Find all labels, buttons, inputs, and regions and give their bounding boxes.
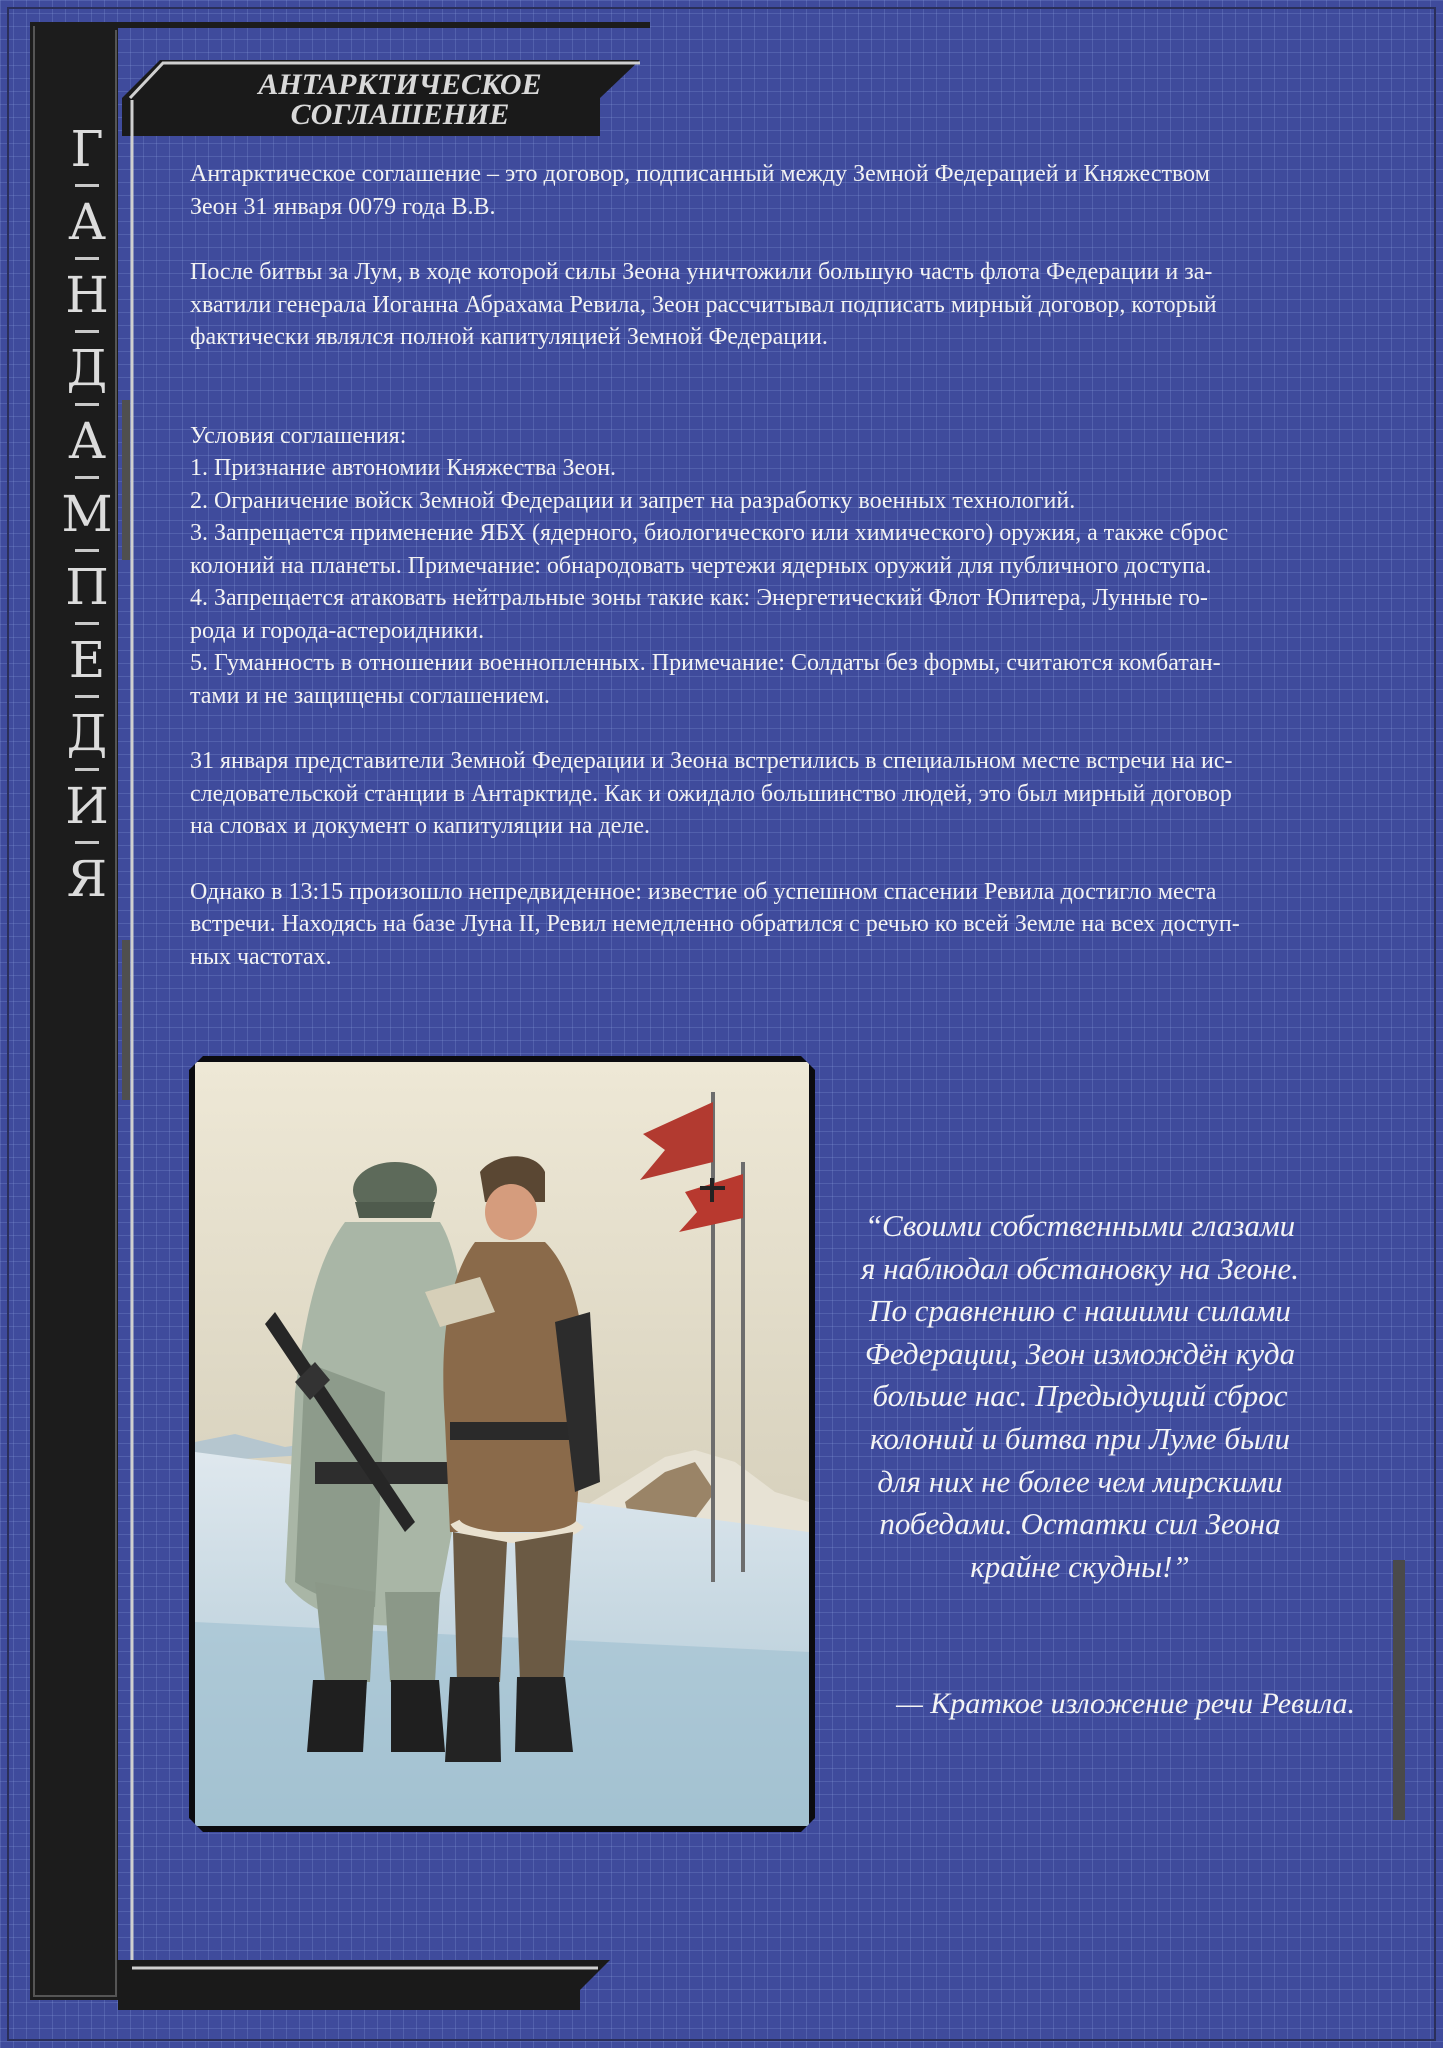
battle-paragraph — [190, 256, 1370, 354]
revil-paragraph — [190, 876, 1370, 974]
accent-bar — [122, 940, 130, 1100]
condition-item: 5. Гуманность в отношении военнопленных. Примечание: Солдаты без формы, считаются комбатан- — [190, 650, 1221, 676]
letter-divider — [75, 184, 99, 187]
letter-divider — [75, 549, 99, 552]
text-line: После битвы за Лум, в ходе которой силы Зеона уничтожили большую часть флота Федерации и за- — [190, 259, 1213, 285]
spacer — [190, 712, 1370, 745]
revil-quote — [830, 1205, 1330, 1588]
condition-item: 1. Признание автономии Княжества Зеон. — [190, 455, 617, 481]
text-line: Однако в 13:15 произошло непредвиденное: известие об успешном спасении Ревила достигло места — [190, 878, 1217, 905]
title-line-1: АНТАРКТИЧЕСКОЕ — [258, 68, 542, 101]
text-line: Зеон 31 января 0079 года В.В. — [190, 193, 496, 220]
text-line: следовательской станции в Антарктиде. Как и ожидало большинство людей, это был мирный договор — [190, 780, 1232, 807]
vertical-title — [62, 116, 112, 912]
spacer — [190, 387, 1370, 420]
title-letter: А — [68, 412, 106, 470]
quote-attribution: — Краткое изложение речи Ревила. — [896, 1687, 1355, 1720]
title-line-2: СОГЛАШЕНИЕ — [290, 98, 510, 131]
title-letter: А — [68, 193, 106, 251]
text-line: ных частотах. — [190, 943, 332, 970]
text-line: Антарктическое соглашение – это договор, подписанный между Земной Федерацией и Княжеством — [190, 161, 1210, 187]
quote-line: победами. Остатки сил Зеона — [879, 1506, 1281, 1542]
article-body — [190, 158, 1370, 1006]
text-line: 31 января представители Земной Федерации и Зеона встретились в специальном месте встречи на ис- — [190, 748, 1233, 774]
letter-divider — [75, 841, 99, 844]
title-letter: Г — [70, 120, 104, 178]
intro-paragraph — [190, 158, 1370, 223]
condition-item: 2. Ограничение войск Земной Федерации и запрет на разработку военных технологий. — [190, 487, 1076, 514]
letter-divider — [75, 476, 99, 479]
antarctic-meeting-illustration — [195, 1062, 809, 1826]
title-letter: М — [61, 485, 113, 543]
illustration-frame — [189, 1056, 815, 1832]
meeting-paragraph — [190, 745, 1370, 843]
title-letter: Я — [66, 850, 108, 908]
quote-line: для них не более чем мирскими — [877, 1463, 1283, 1499]
title-letter: Н — [65, 266, 109, 324]
condition-item: 4. Запрещается атаковать нейтральные зоны такие как: Энергетический Флот Юпитера, Лунные го- — [190, 585, 1208, 611]
letter-divider — [75, 768, 99, 771]
title-letter: П — [65, 558, 109, 616]
quote-line: больше нас. Предыдущий сброс — [872, 1378, 1288, 1414]
title-letter: Д — [66, 339, 108, 397]
conditions-title: Условия соглашения: — [190, 422, 407, 449]
condition-item-cont: тами и не защищены соглашением. — [190, 682, 550, 709]
quote-line: “Своими собственными глазами — [864, 1208, 1296, 1243]
title-letter: И — [65, 777, 109, 835]
condition-item: 3. Запрещается применение ЯБХ (ядерного, биологического или химического) оружия, а также сброс — [190, 520, 1229, 546]
quote-line: я наблюдал обстановку на Зеоне. — [860, 1250, 1300, 1286]
conditions-list — [190, 420, 1370, 713]
letter-divider — [75, 403, 99, 406]
page-title — [230, 70, 570, 130]
text-line: на словах и документ о капитуляции на деле. — [190, 813, 650, 839]
right-tab — [1393, 1560, 1405, 1820]
letter-divider — [75, 330, 99, 333]
accent-bar — [122, 400, 130, 560]
text-line: встречи. Находясь на базе Луна II, Ревил немедленно обратился с речью ко всей Земле на всех доступ- — [190, 911, 1240, 937]
text-line: хватили генерала Иоганна Абрахама Ревила, Зеон рассчитывал подписать мирный договор, который — [190, 291, 1217, 318]
quote-line: колоний и битва при Луме были — [870, 1420, 1290, 1456]
letter-divider — [75, 257, 99, 260]
condition-item-cont: колоний на планеты. Примечание: обнародовать чертежи ядерных оружий для публичного доступа. — [190, 552, 1212, 579]
text-line: фактически являлся полной капитуляцией Земной Федерации. — [190, 324, 828, 350]
quote-line: По сравнению с нашими силами — [869, 1293, 1291, 1329]
condition-item-cont: рода и города-астероидники. — [190, 617, 485, 644]
quote-line: крайне скудны!” — [970, 1548, 1190, 1584]
letter-divider — [75, 622, 99, 625]
quote-line: Федерации, Зеон измождён куда — [864, 1335, 1296, 1371]
title-letter: Д — [66, 704, 108, 762]
title-letter: Е — [68, 631, 106, 689]
letter-divider — [75, 695, 99, 698]
